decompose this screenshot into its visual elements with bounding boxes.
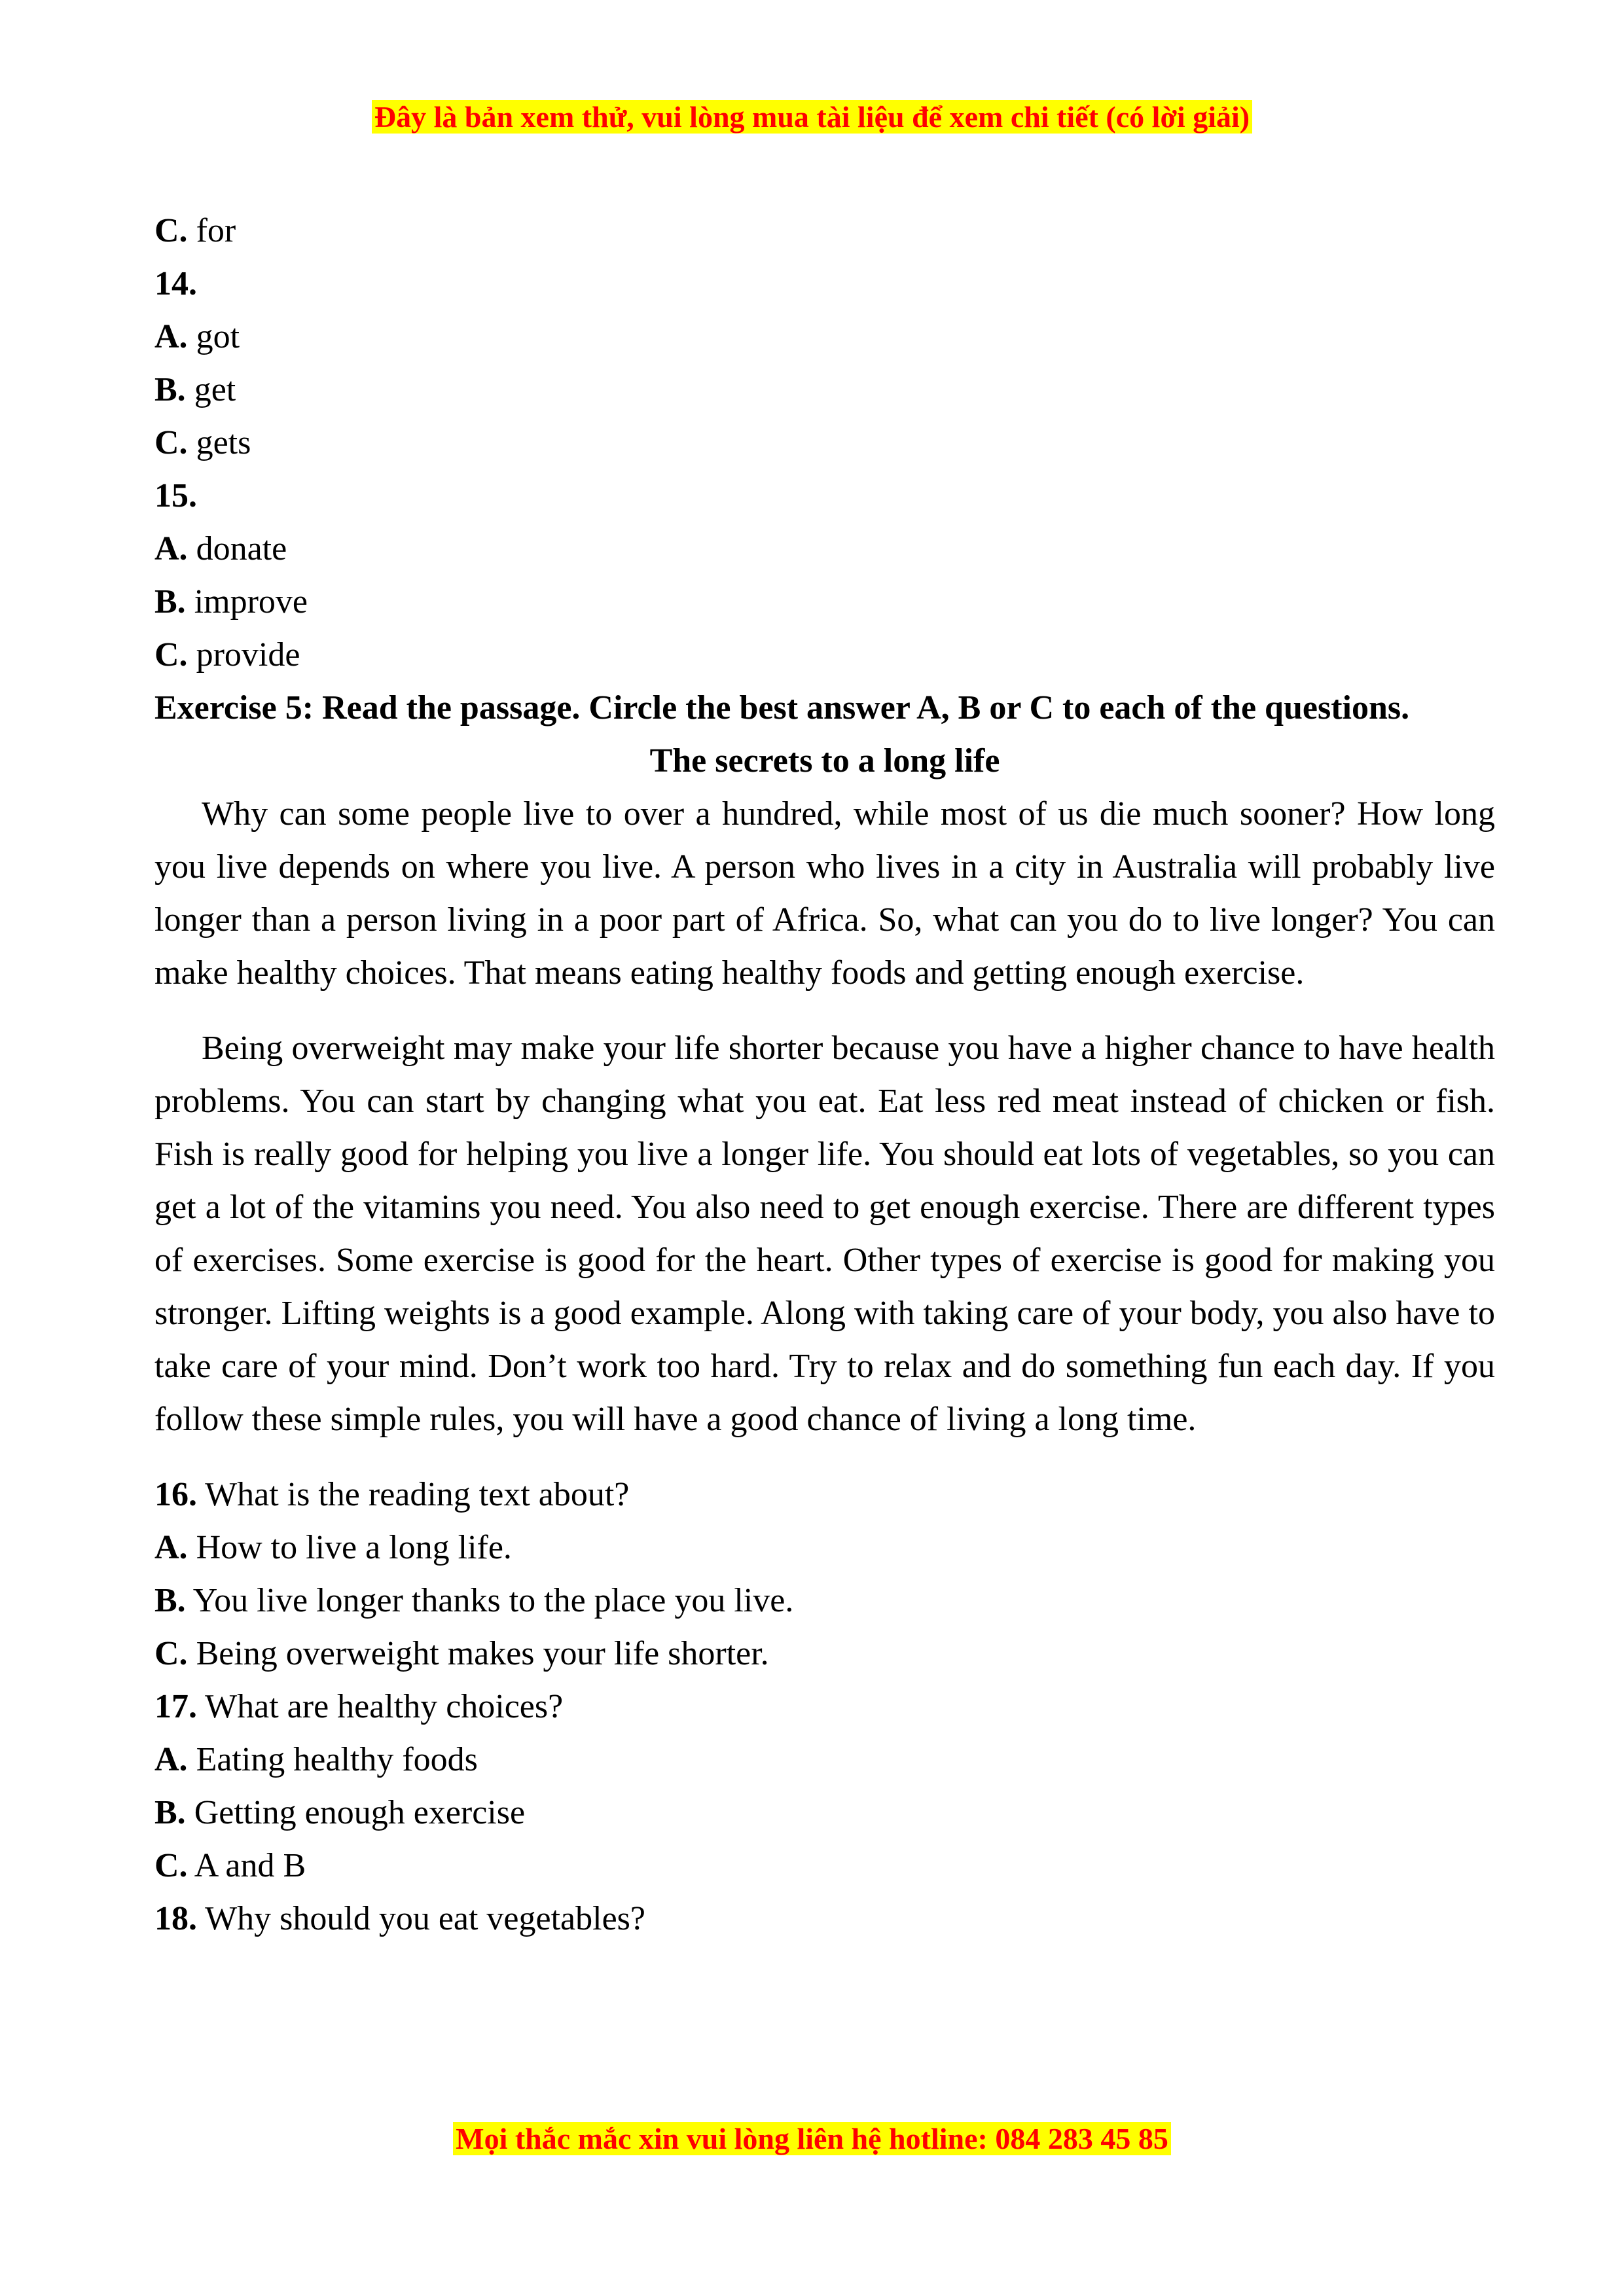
question-17: 17. What are healthy choices?: [154, 1688, 564, 1725]
passage-paragraph-2: Being overweight may make your life shorter because you have a higher chance to have health problems. You can start by changing what you eat. Eat less red meat instead of chicken or fish. Fish is really good for helping you live a longer life. You should eat lots of vegetables, so you can get a lot of the vitamins you need. You also need to get enough exercise. There are different types of exercises. Some exercise is good for the heart. Other types of exercise is good for making you stronger. Lifting weights is a good example. Along with taking care of your body, you also have to take care of your mind. Don’t work too hard. Try to relax and do something fun each day. If you follow these simple rules, you will have a good chance of living a long time.: [154, 1030, 1495, 1438]
preview-notice-banner: [0, 97, 1624, 137]
option-16b: B. You live longer thanks to the place you live.: [154, 1582, 794, 1619]
option-17a: A. Eating healthy foods: [154, 1741, 478, 1778]
passage-paragraph-1: Why can some people live to over a hundred, while most of us die much sooner? How long you live depends on where you live. A person who lives in a city in Australia will probably live longer than a person living in a poor part of Africa. So, what can you do to live longer? You can make healthy choices. That means eating healthy foods and getting enough exercise.: [154, 795, 1495, 992]
option-14a: A. got: [154, 318, 240, 355]
option-17c: C. A and B: [154, 1847, 306, 1884]
hotline-banner: [0, 2119, 1624, 2159]
option-14c: C. gets: [154, 424, 251, 461]
hotline-text: Mọi thắc mắc xin vui lòng liên hệ hotline: 084 283 45 85: [453, 2122, 1171, 2155]
question-16: 16. What is the reading text about?: [154, 1476, 630, 1513]
option-15b: B. improve: [154, 583, 308, 620]
question-18: 18. Why should you eat vegetables?: [154, 1900, 645, 1937]
question-14-number: 14.: [154, 265, 197, 302]
option-15a: A. donate: [154, 530, 287, 567]
option-14b: B. get: [154, 371, 236, 408]
option-16a: A. How to live a long life.: [154, 1529, 512, 1566]
passage-title: The secrets to a long life: [649, 742, 1000, 780]
option-15c: C. provide: [154, 636, 300, 673]
option-17b: B. Getting enough exercise: [154, 1794, 526, 1831]
option-16c: C. Being overweight makes your life shorter.: [154, 1635, 769, 1672]
preview-notice-text: Đây là bản xem thử, vui lòng mua tài liệu để xem chi tiết (có lời giải): [372, 100, 1252, 134]
exercise-5-heading: Exercise 5: Read the passage. Circle the best answer A, B or C to each of the questions.: [154, 689, 1410, 726]
question-15-number: 15.: [154, 477, 197, 514]
document-body: [154, 204, 1495, 1945]
questions-block: [154, 1468, 1495, 1945]
option-13c: C. for: [154, 212, 236, 249]
